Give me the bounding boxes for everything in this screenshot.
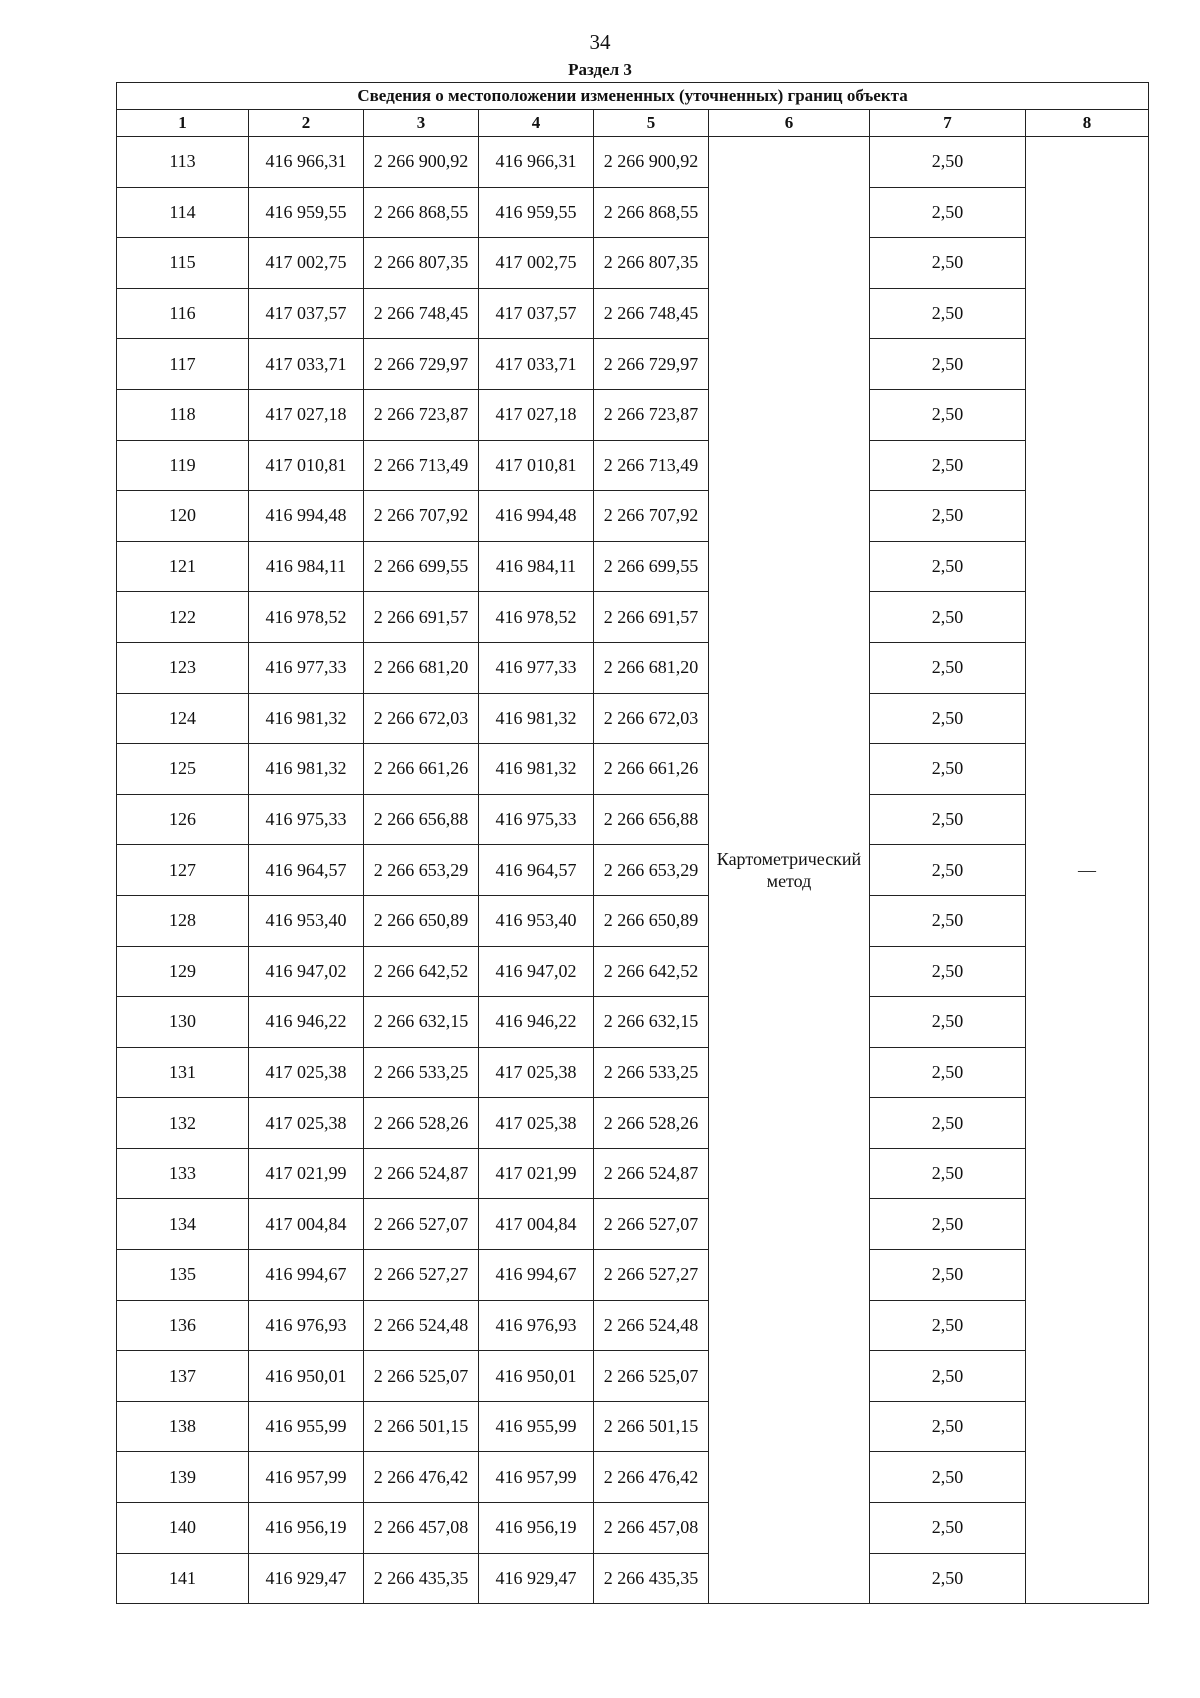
- y-existing-cell: 2 266 501,15: [364, 1401, 479, 1452]
- x-existing-cell: 416 981,32: [249, 744, 364, 795]
- x-existing-cell: 416 946,22: [249, 997, 364, 1048]
- x-new-cell: 417 021,99: [479, 1148, 594, 1199]
- point-number-cell: 121: [117, 541, 249, 592]
- x-new-cell: 416 964,57: [479, 845, 594, 896]
- x-existing-cell: 416 994,67: [249, 1250, 364, 1301]
- x-existing-cell: 416 977,33: [249, 642, 364, 693]
- x-new-cell: 417 025,38: [479, 1098, 594, 1149]
- point-number-cell: 125: [117, 744, 249, 795]
- accuracy-cell: 2,50: [870, 1250, 1026, 1301]
- table-row: [117, 1300, 1149, 1351]
- x-new-cell: 416 981,32: [479, 744, 594, 795]
- x-existing-cell: 417 002,75: [249, 238, 364, 289]
- table-row: [117, 592, 1149, 643]
- point-number-cell: 137: [117, 1351, 249, 1402]
- y-existing-cell: 2 266 681,20: [364, 642, 479, 693]
- y-existing-cell: 2 266 691,57: [364, 592, 479, 643]
- y-new-cell: 2 266 524,87: [594, 1148, 709, 1199]
- accuracy-cell: 2,50: [870, 1351, 1026, 1402]
- accuracy-cell: 2,50: [870, 137, 1026, 188]
- y-new-cell: 2 266 672,03: [594, 693, 709, 744]
- y-new-cell: 2 266 650,89: [594, 895, 709, 946]
- point-number-cell: 123: [117, 642, 249, 693]
- y-new-cell: 2 266 653,29: [594, 845, 709, 896]
- column-numbers-row: [117, 110, 1149, 137]
- y-existing-cell: 2 266 723,87: [364, 389, 479, 440]
- point-number-cell: 129: [117, 946, 249, 997]
- y-existing-cell: 2 266 868,55: [364, 187, 479, 238]
- table-row: [117, 693, 1149, 744]
- table-row: [117, 1351, 1149, 1402]
- y-new-cell: 2 266 699,55: [594, 541, 709, 592]
- accuracy-cell: 2,50: [870, 744, 1026, 795]
- accuracy-cell: 2,50: [870, 238, 1026, 289]
- x-new-cell: 416 976,93: [479, 1300, 594, 1351]
- table-row: [117, 288, 1149, 339]
- point-number-cell: 118: [117, 389, 249, 440]
- table-row: [117, 1503, 1149, 1554]
- y-existing-cell: 2 266 900,92: [364, 137, 479, 188]
- x-existing-cell: 416 956,19: [249, 1503, 364, 1554]
- y-new-cell: 2 266 707,92: [594, 491, 709, 542]
- point-number-cell: 113: [117, 137, 249, 188]
- x-new-cell: 416 955,99: [479, 1401, 594, 1452]
- accuracy-cell: 2,50: [870, 693, 1026, 744]
- point-number-cell: 120: [117, 491, 249, 542]
- x-existing-cell: 417 021,99: [249, 1148, 364, 1199]
- x-new-cell: 416 946,22: [479, 997, 594, 1048]
- y-new-cell: 2 266 642,52: [594, 946, 709, 997]
- x-new-cell: 416 984,11: [479, 541, 594, 592]
- x-new-cell: 416 957,99: [479, 1452, 594, 1503]
- y-new-cell: 2 266 900,92: [594, 137, 709, 188]
- table-title-row: [117, 83, 1149, 110]
- table-row: [117, 541, 1149, 592]
- y-new-cell: 2 266 632,15: [594, 997, 709, 1048]
- accuracy-cell: 2,50: [870, 794, 1026, 845]
- y-existing-cell: 2 266 713,49: [364, 440, 479, 491]
- accuracy-cell: 2,50: [870, 1199, 1026, 1250]
- column-number: 1: [117, 110, 249, 137]
- x-existing-cell: 416 957,99: [249, 1452, 364, 1503]
- y-existing-cell: 2 266 807,35: [364, 238, 479, 289]
- x-existing-cell: 416 953,40: [249, 895, 364, 946]
- y-new-cell: 2 266 524,48: [594, 1300, 709, 1351]
- x-existing-cell: 416 929,47: [249, 1553, 364, 1604]
- y-new-cell: 2 266 681,20: [594, 642, 709, 693]
- accuracy-cell: 2,50: [870, 1098, 1026, 1149]
- y-existing-cell: 2 266 650,89: [364, 895, 479, 946]
- y-new-cell: 2 266 691,57: [594, 592, 709, 643]
- accuracy-cell: 2,50: [870, 997, 1026, 1048]
- x-existing-cell: 416 994,48: [249, 491, 364, 542]
- column-number: 5: [594, 110, 709, 137]
- y-existing-cell: 2 266 435,35: [364, 1553, 479, 1604]
- y-new-cell: 2 266 868,55: [594, 187, 709, 238]
- accuracy-cell: 2,50: [870, 491, 1026, 542]
- table-row: [117, 845, 1149, 896]
- x-new-cell: 417 010,81: [479, 440, 594, 491]
- point-number-cell: 130: [117, 997, 249, 1048]
- point-number-cell: 139: [117, 1452, 249, 1503]
- y-new-cell: 2 266 501,15: [594, 1401, 709, 1452]
- table-row: [117, 187, 1149, 238]
- y-new-cell: 2 266 729,97: [594, 339, 709, 390]
- table-row: [117, 895, 1149, 946]
- section-label: Раздел 3: [568, 60, 632, 79]
- table-row: [117, 1148, 1149, 1199]
- point-number-cell: 119: [117, 440, 249, 491]
- y-existing-cell: 2 266 528,26: [364, 1098, 479, 1149]
- accuracy-cell: 2,50: [870, 845, 1026, 896]
- x-new-cell: 417 033,71: [479, 339, 594, 390]
- y-new-cell: 2 266 525,07: [594, 1351, 709, 1402]
- accuracy-cell: 2,50: [870, 1148, 1026, 1199]
- x-existing-cell: 416 978,52: [249, 592, 364, 643]
- x-existing-cell: 417 010,81: [249, 440, 364, 491]
- y-existing-cell: 2 266 707,92: [364, 491, 479, 542]
- y-existing-cell: 2 266 656,88: [364, 794, 479, 845]
- y-new-cell: 2 266 528,26: [594, 1098, 709, 1149]
- x-new-cell: 417 025,38: [479, 1047, 594, 1098]
- point-number-cell: 140: [117, 1503, 249, 1554]
- x-new-cell: 416 978,52: [479, 592, 594, 643]
- accuracy-cell: 2,50: [870, 1452, 1026, 1503]
- y-existing-cell: 2 266 748,45: [364, 288, 479, 339]
- table-row: [117, 1047, 1149, 1098]
- table-row: [117, 1452, 1149, 1503]
- x-existing-cell: 417 004,84: [249, 1199, 364, 1250]
- point-number-cell: 141: [117, 1553, 249, 1604]
- column-number: 6: [709, 110, 870, 137]
- y-new-cell: 2 266 527,07: [594, 1199, 709, 1250]
- x-existing-cell: 416 966,31: [249, 137, 364, 188]
- y-new-cell: 2 266 807,35: [594, 238, 709, 289]
- y-existing-cell: 2 266 524,48: [364, 1300, 479, 1351]
- point-number-cell: 115: [117, 238, 249, 289]
- y-existing-cell: 2 266 642,52: [364, 946, 479, 997]
- accuracy-cell: 2,50: [870, 541, 1026, 592]
- accuracy-cell: 2,50: [870, 440, 1026, 491]
- accuracy-cell: 2,50: [870, 592, 1026, 643]
- y-new-cell: 2 266 661,26: [594, 744, 709, 795]
- point-number-cell: 136: [117, 1300, 249, 1351]
- x-new-cell: 416 947,02: [479, 946, 594, 997]
- x-existing-cell: 416 981,32: [249, 693, 364, 744]
- accuracy-cell: 2,50: [870, 946, 1026, 997]
- table-row: [117, 137, 1149, 188]
- x-new-cell: 416 959,55: [479, 187, 594, 238]
- y-existing-cell: 2 266 699,55: [364, 541, 479, 592]
- table-row: [117, 339, 1149, 390]
- point-number-cell: 124: [117, 693, 249, 744]
- y-new-cell: 2 266 527,27: [594, 1250, 709, 1301]
- table-row: [117, 642, 1149, 693]
- column-number: 7: [870, 110, 1026, 137]
- y-existing-cell: 2 266 672,03: [364, 693, 479, 744]
- table-row: [117, 744, 1149, 795]
- accuracy-cell: 2,50: [870, 288, 1026, 339]
- table-row: [117, 491, 1149, 542]
- y-new-cell: 2 266 723,87: [594, 389, 709, 440]
- accuracy-cell: 2,50: [870, 389, 1026, 440]
- y-new-cell: 2 266 713,49: [594, 440, 709, 491]
- x-new-cell: 417 037,57: [479, 288, 594, 339]
- table-row: [117, 794, 1149, 845]
- y-new-cell: 2 266 435,35: [594, 1553, 709, 1604]
- y-new-cell: 2 266 656,88: [594, 794, 709, 845]
- x-existing-cell: 416 950,01: [249, 1351, 364, 1402]
- point-number-cell: 122: [117, 592, 249, 643]
- table-row: [117, 946, 1149, 997]
- y-existing-cell: 2 266 533,25: [364, 1047, 479, 1098]
- y-existing-cell: 2 266 661,26: [364, 744, 479, 795]
- table-row: [117, 1401, 1149, 1452]
- y-existing-cell: 2 266 632,15: [364, 997, 479, 1048]
- column-number: 4: [479, 110, 594, 137]
- table-row: [117, 238, 1149, 289]
- x-new-cell: 417 027,18: [479, 389, 594, 440]
- column-number: 2: [249, 110, 364, 137]
- x-existing-cell: 416 976,93: [249, 1300, 364, 1351]
- y-existing-cell: 2 266 524,87: [364, 1148, 479, 1199]
- accuracy-cell: 2,50: [870, 895, 1026, 946]
- table-row: [117, 440, 1149, 491]
- x-new-cell: 416 975,33: [479, 794, 594, 845]
- x-existing-cell: 416 947,02: [249, 946, 364, 997]
- x-new-cell: 416 956,19: [479, 1503, 594, 1554]
- point-number-cell: 132: [117, 1098, 249, 1149]
- column-number: 8: [1026, 110, 1149, 137]
- page-number: 34: [589, 30, 611, 54]
- accuracy-cell: 2,50: [870, 339, 1026, 390]
- accuracy-cell: 2,50: [870, 1553, 1026, 1604]
- table-row: [117, 1199, 1149, 1250]
- accuracy-cell: 2,50: [870, 642, 1026, 693]
- y-existing-cell: 2 266 527,07: [364, 1199, 479, 1250]
- x-existing-cell: 416 955,99: [249, 1401, 364, 1452]
- x-new-cell: 416 981,32: [479, 693, 594, 744]
- x-existing-cell: 417 037,57: [249, 288, 364, 339]
- table-row: [117, 1098, 1149, 1149]
- y-new-cell: 2 266 457,08: [594, 1503, 709, 1554]
- y-existing-cell: 2 266 729,97: [364, 339, 479, 390]
- point-number-cell: 138: [117, 1401, 249, 1452]
- y-existing-cell: 2 266 525,07: [364, 1351, 479, 1402]
- accuracy-cell: 2,50: [870, 1300, 1026, 1351]
- x-new-cell: 416 994,48: [479, 491, 594, 542]
- point-number-cell: 117: [117, 339, 249, 390]
- x-existing-cell: 417 033,71: [249, 339, 364, 390]
- table-row: [117, 389, 1149, 440]
- x-new-cell: 416 953,40: [479, 895, 594, 946]
- point-number-cell: 126: [117, 794, 249, 845]
- point-number-cell: 127: [117, 845, 249, 896]
- y-new-cell: 2 266 748,45: [594, 288, 709, 339]
- column-number: 3: [364, 110, 479, 137]
- point-number-cell: 128: [117, 895, 249, 946]
- x-existing-cell: 416 964,57: [249, 845, 364, 896]
- x-new-cell: 416 950,01: [479, 1351, 594, 1402]
- accuracy-cell: 2,50: [870, 1503, 1026, 1554]
- table-row: [117, 1250, 1149, 1301]
- point-number-cell: 114: [117, 187, 249, 238]
- accuracy-cell: 2,50: [870, 187, 1026, 238]
- x-new-cell: 416 966,31: [479, 137, 594, 188]
- x-existing-cell: 416 984,11: [249, 541, 364, 592]
- y-new-cell: 2 266 476,42: [594, 1452, 709, 1503]
- accuracy-cell: 2,50: [870, 1401, 1026, 1452]
- column8-cell: —: [1026, 137, 1149, 1604]
- boundary-coordinates-table: [116, 82, 1149, 1604]
- x-existing-cell: 416 959,55: [249, 187, 364, 238]
- x-existing-cell: 417 025,38: [249, 1098, 364, 1149]
- method-cell: Картометрический метод: [709, 137, 870, 1604]
- accuracy-cell: 2,50: [870, 1047, 1026, 1098]
- table-title: Сведения о местоположении измененных (уточненных) границ объекта: [117, 83, 1149, 110]
- y-existing-cell: 2 266 457,08: [364, 1503, 479, 1554]
- point-number-cell: 131: [117, 1047, 249, 1098]
- y-new-cell: 2 266 533,25: [594, 1047, 709, 1098]
- table-row: [117, 1553, 1149, 1604]
- y-existing-cell: 2 266 653,29: [364, 845, 479, 896]
- point-number-cell: 133: [117, 1148, 249, 1199]
- point-number-cell: 135: [117, 1250, 249, 1301]
- point-number-cell: 116: [117, 288, 249, 339]
- x-new-cell: 416 994,67: [479, 1250, 594, 1301]
- y-existing-cell: 2 266 476,42: [364, 1452, 479, 1503]
- x-new-cell: 416 977,33: [479, 642, 594, 693]
- x-existing-cell: 417 027,18: [249, 389, 364, 440]
- table-row: [117, 997, 1149, 1048]
- point-number-cell: 134: [117, 1199, 249, 1250]
- x-new-cell: 416 929,47: [479, 1553, 594, 1604]
- x-existing-cell: 416 975,33: [249, 794, 364, 845]
- x-new-cell: 417 002,75: [479, 238, 594, 289]
- x-existing-cell: 417 025,38: [249, 1047, 364, 1098]
- y-existing-cell: 2 266 527,27: [364, 1250, 479, 1301]
- x-new-cell: 417 004,84: [479, 1199, 594, 1250]
